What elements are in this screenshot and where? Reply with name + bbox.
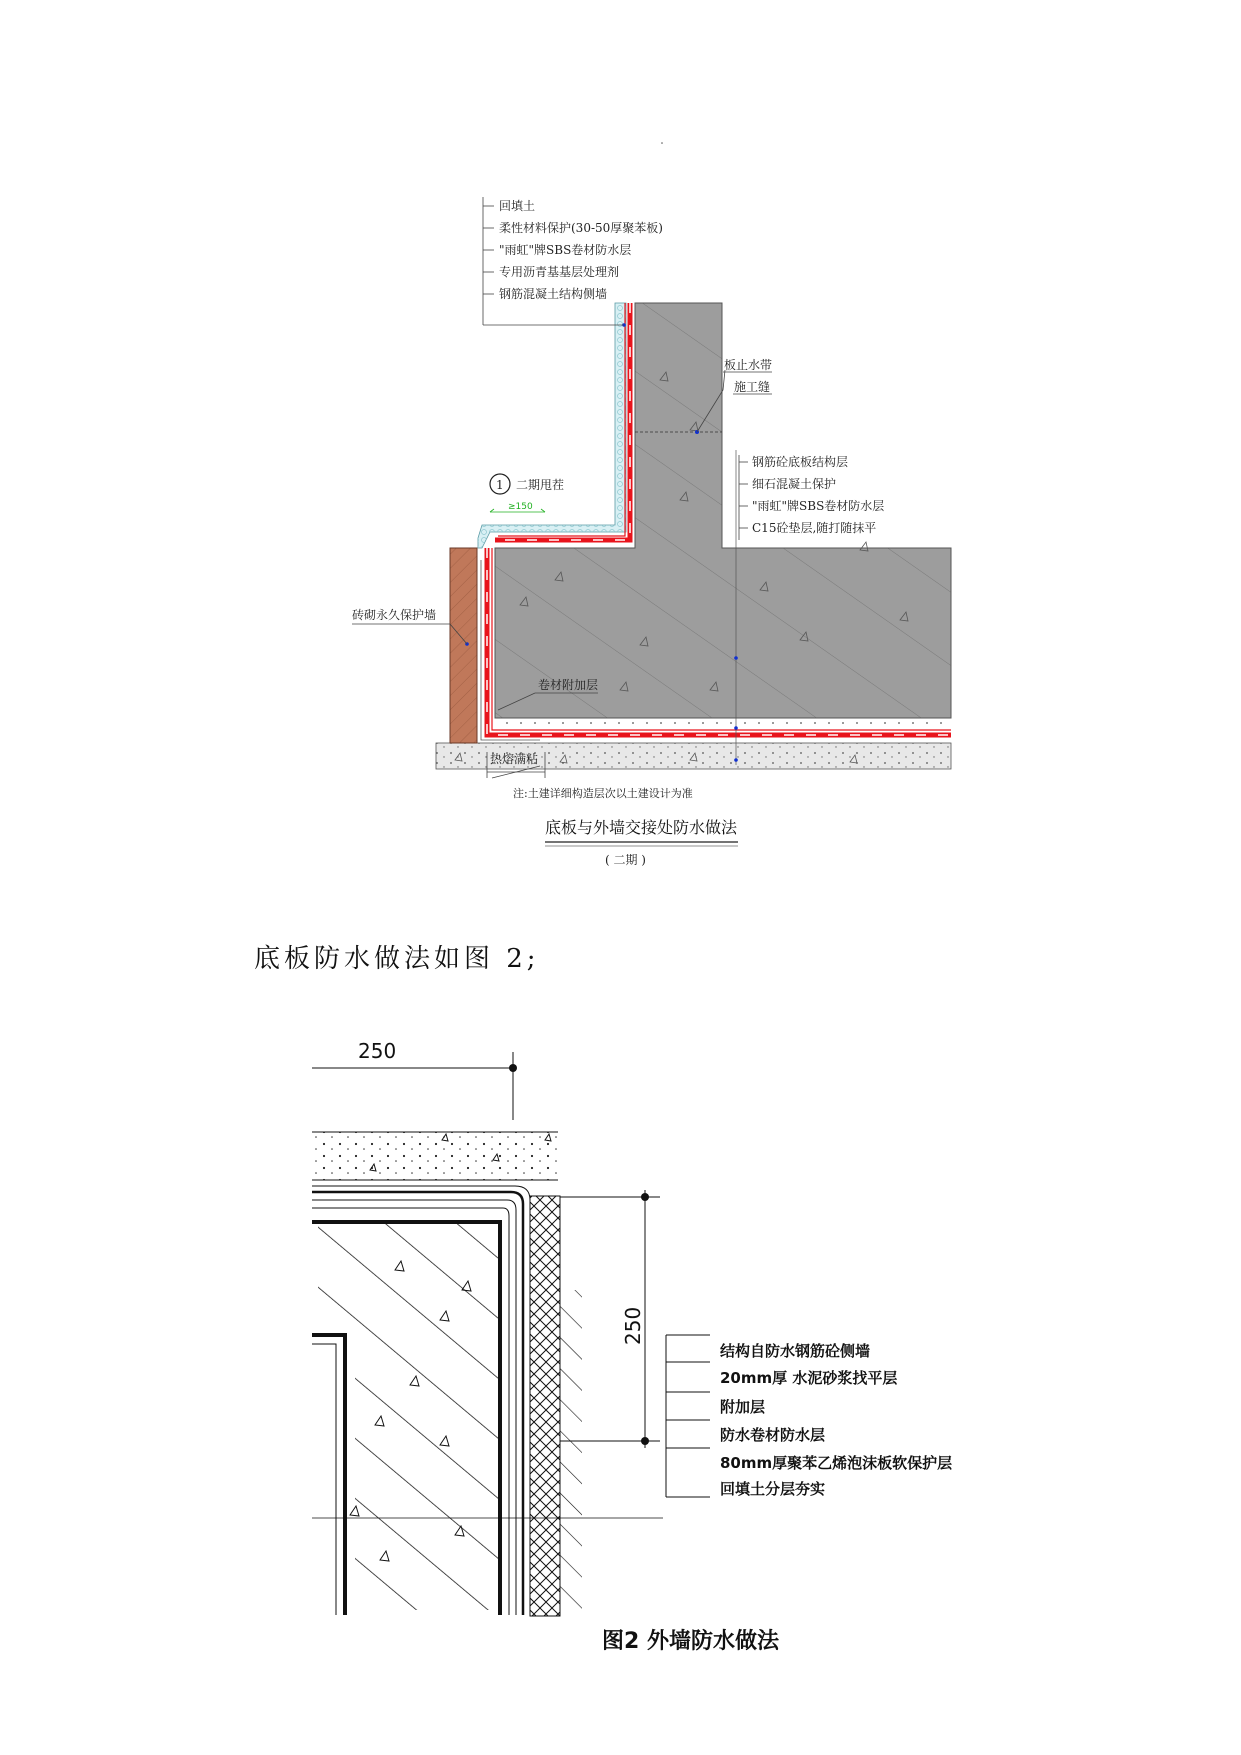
- page-mark: [661, 142, 663, 144]
- layer-leaders: [666, 1335, 710, 1497]
- backfill-soil: [560, 1290, 582, 1616]
- right-layer-leaders: [739, 455, 748, 540]
- top-dimension-line: [312, 1052, 513, 1120]
- marker-number: 1: [496, 478, 504, 492]
- label-brick-wall: 砖砌永久保护墙: [352, 608, 437, 622]
- fine-stone-protection: [495, 718, 951, 726]
- label-backfill: 回填土: [499, 199, 536, 213]
- label-fine-stone: 细石混凝土保护: [752, 477, 837, 491]
- right-layer-labels: [752, 454, 884, 535]
- label-hot-melt: 热熔满粘: [490, 752, 539, 766]
- label-sbs-membrane: "雨虹"牌SBS卷材防水层: [499, 243, 632, 257]
- label-foam-protection: 80mm厚聚苯乙烯泡沫板软保护层: [720, 1454, 953, 1472]
- figure2-caption: 图2 外墙防水做法: [602, 1629, 779, 1654]
- dimension-value: ≥150: [508, 502, 533, 512]
- label-additional-layer-2: 附加层: [720, 1398, 766, 1416]
- label-backfill-compaction: 回填土分层夯实: [720, 1480, 826, 1498]
- label-mortar-screed: 20mm厚 水泥砂浆找平层: [720, 1369, 898, 1387]
- label-primer: 专用沥青基基层处理剂: [499, 265, 620, 279]
- brick-protection-wall: [450, 548, 477, 743]
- label-flexible-protection: 柔性材料保护(30-50厚聚苯板): [499, 221, 663, 235]
- top-dimension-value: 250: [358, 1039, 397, 1063]
- label-self-waterproof-wall: 结构自防水钢筋砼侧墙: [720, 1342, 871, 1360]
- foam-protection-board: [478, 303, 626, 548]
- figure1-note: 注:土建详细构造层次以土建设计为准: [513, 787, 693, 800]
- top-layer-leaders: [483, 197, 624, 325]
- foam-board: [530, 1196, 560, 1616]
- body-paragraph: 底板防水做法如图 2;: [254, 944, 540, 974]
- top-layer-labels: [499, 198, 663, 301]
- label-membrane-layer: 防水卷材防水层: [720, 1426, 826, 1444]
- figure1-subcaption: ( 二期 ): [605, 853, 646, 867]
- label-waterstop: 板止水带: [724, 358, 773, 372]
- wall-layers: [312, 1186, 530, 1615]
- overlap-dimension: [490, 502, 545, 512]
- marker-label: 二期甩茬: [516, 478, 565, 492]
- label-construction-joint: 施工缝: [734, 380, 771, 394]
- vertical-dimension-line: [560, 1190, 660, 1448]
- layer-labels: [720, 1342, 952, 1498]
- top-slab: [312, 1132, 558, 1180]
- label-additional-layer: 卷材附加层: [538, 678, 599, 692]
- label-slab-structure: 钢筋砼底板结构层: [752, 455, 849, 469]
- rc-wall: [312, 1222, 500, 1615]
- label-c15-cushion: C15砼垫层,随打随抹平: [752, 521, 877, 535]
- detail-marker: [490, 474, 564, 494]
- figure1-caption: 底板与外墙交接处防水做法: [545, 818, 738, 837]
- label-rc-wall: 钢筋混凝土结构侧墙: [499, 287, 608, 301]
- vertical-dimension-value: 250: [621, 1306, 645, 1345]
- label-sbs-membrane-slab: "雨虹"牌SBS卷材防水层: [752, 499, 885, 513]
